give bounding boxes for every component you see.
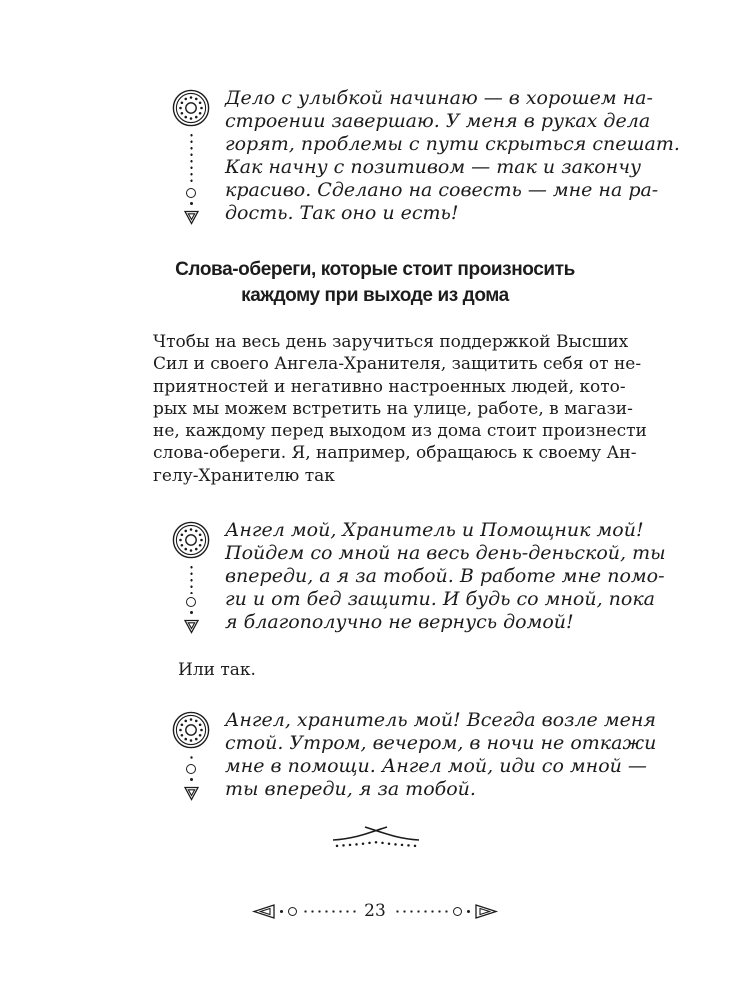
page-footer <box>0 901 750 921</box>
text-line: не, каждому перед выходом из дома стоит произнести <box>153 421 647 442</box>
small-ring-icon <box>186 597 196 607</box>
text-line: впереди, а я за тобой. В работе мне помо- <box>225 565 665 587</box>
dot-icon <box>467 910 470 913</box>
section-divider <box>331 826 421 848</box>
text-line: рых мы можем встретить на улице, работе, в магази- <box>153 398 633 419</box>
dot-icon <box>190 611 193 614</box>
dot-icon <box>190 778 193 781</box>
dotted-leader <box>302 910 356 913</box>
text-line: стой. Утром, вечером, в ночи не откажи <box>225 732 657 754</box>
text-line: Сил и своего Ангела-Хранителя, защитить себя от не- <box>153 354 642 375</box>
affirmation-block-1 <box>172 87 680 225</box>
ornament-column <box>172 519 210 634</box>
dot-icon <box>190 202 193 205</box>
small-ring-icon <box>453 907 462 916</box>
ornament-column <box>172 87 210 225</box>
text-line: красиво. Сделано на совесть — мне на ра- <box>225 179 659 201</box>
or-so-label: Или так. <box>178 660 256 680</box>
mandala-circle-icon <box>172 89 210 127</box>
arrow-down-icon <box>184 784 199 801</box>
arrow-down-icon <box>184 208 199 225</box>
dot-icon <box>280 910 283 913</box>
text-line: Пойдем со мной на весь день-деньской, ты <box>225 542 666 564</box>
ornament-column <box>172 709 210 801</box>
mandala-circle-icon <box>172 711 210 749</box>
text-line: Дело с улыбкой начинаю — в хорошем на- <box>225 87 653 109</box>
text-line: слова-обереги. Я, например, обращаюсь к своему Ан- <box>153 443 637 464</box>
dotted-leader <box>394 910 448 913</box>
flourish-divider-icon <box>331 826 421 848</box>
small-ring-icon <box>186 188 196 198</box>
text-line: горят, проблемы с пути скрыться спешат. <box>225 133 680 155</box>
nested-triangle-right-icon <box>475 904 499 919</box>
intro-paragraph <box>153 331 647 487</box>
affirmation-text <box>225 709 657 801</box>
page-number: 23 <box>364 901 386 921</box>
text-line: Чтобы на весь день заручиться поддержкой Высших <box>153 332 629 352</box>
text-line: Ангел, хранитель мой! Всегда возле меня <box>225 709 656 731</box>
dotted-line <box>190 754 193 761</box>
affirmation-block-3 <box>172 709 657 801</box>
mandala-circle-icon <box>172 521 210 559</box>
affirmation-text <box>225 87 680 225</box>
text-line: дость. Так оно и есть! <box>225 202 459 224</box>
affirmation-block-2 <box>172 519 666 634</box>
text-line: гелу-Хранителю так <box>153 465 335 486</box>
arrow-down-icon <box>184 617 199 634</box>
text-line: мне в помощи. Ангел мой, иди со мной — <box>225 755 647 777</box>
small-ring-icon <box>288 907 297 916</box>
dotted-line <box>190 132 193 185</box>
text-line: ги и от бед защити. И будь со мной, пока <box>225 588 655 610</box>
heading-line: Слова-обереги, которые стоит произносить <box>175 259 575 280</box>
text-line: приятностей и негативно настроенных людей, кото- <box>153 376 626 397</box>
text-line: строении завершаю. У меня в руках дела <box>225 110 651 132</box>
small-ring-icon <box>186 764 196 774</box>
nested-triangle-left-icon <box>251 904 275 919</box>
text-line: ты впереди, я за тобой. <box>225 778 476 800</box>
section-heading <box>0 257 750 309</box>
text-line: я благополучно не вернусь домой! <box>225 611 574 633</box>
text-line: Как начну с позитивом — так и закончу <box>225 156 642 178</box>
affirmation-text <box>225 519 666 634</box>
heading-line: каждому при выходе из дома <box>241 285 509 306</box>
text-line: Ангел мой, Хранитель и Помощник мой! <box>225 519 644 541</box>
dotted-line <box>190 564 193 594</box>
